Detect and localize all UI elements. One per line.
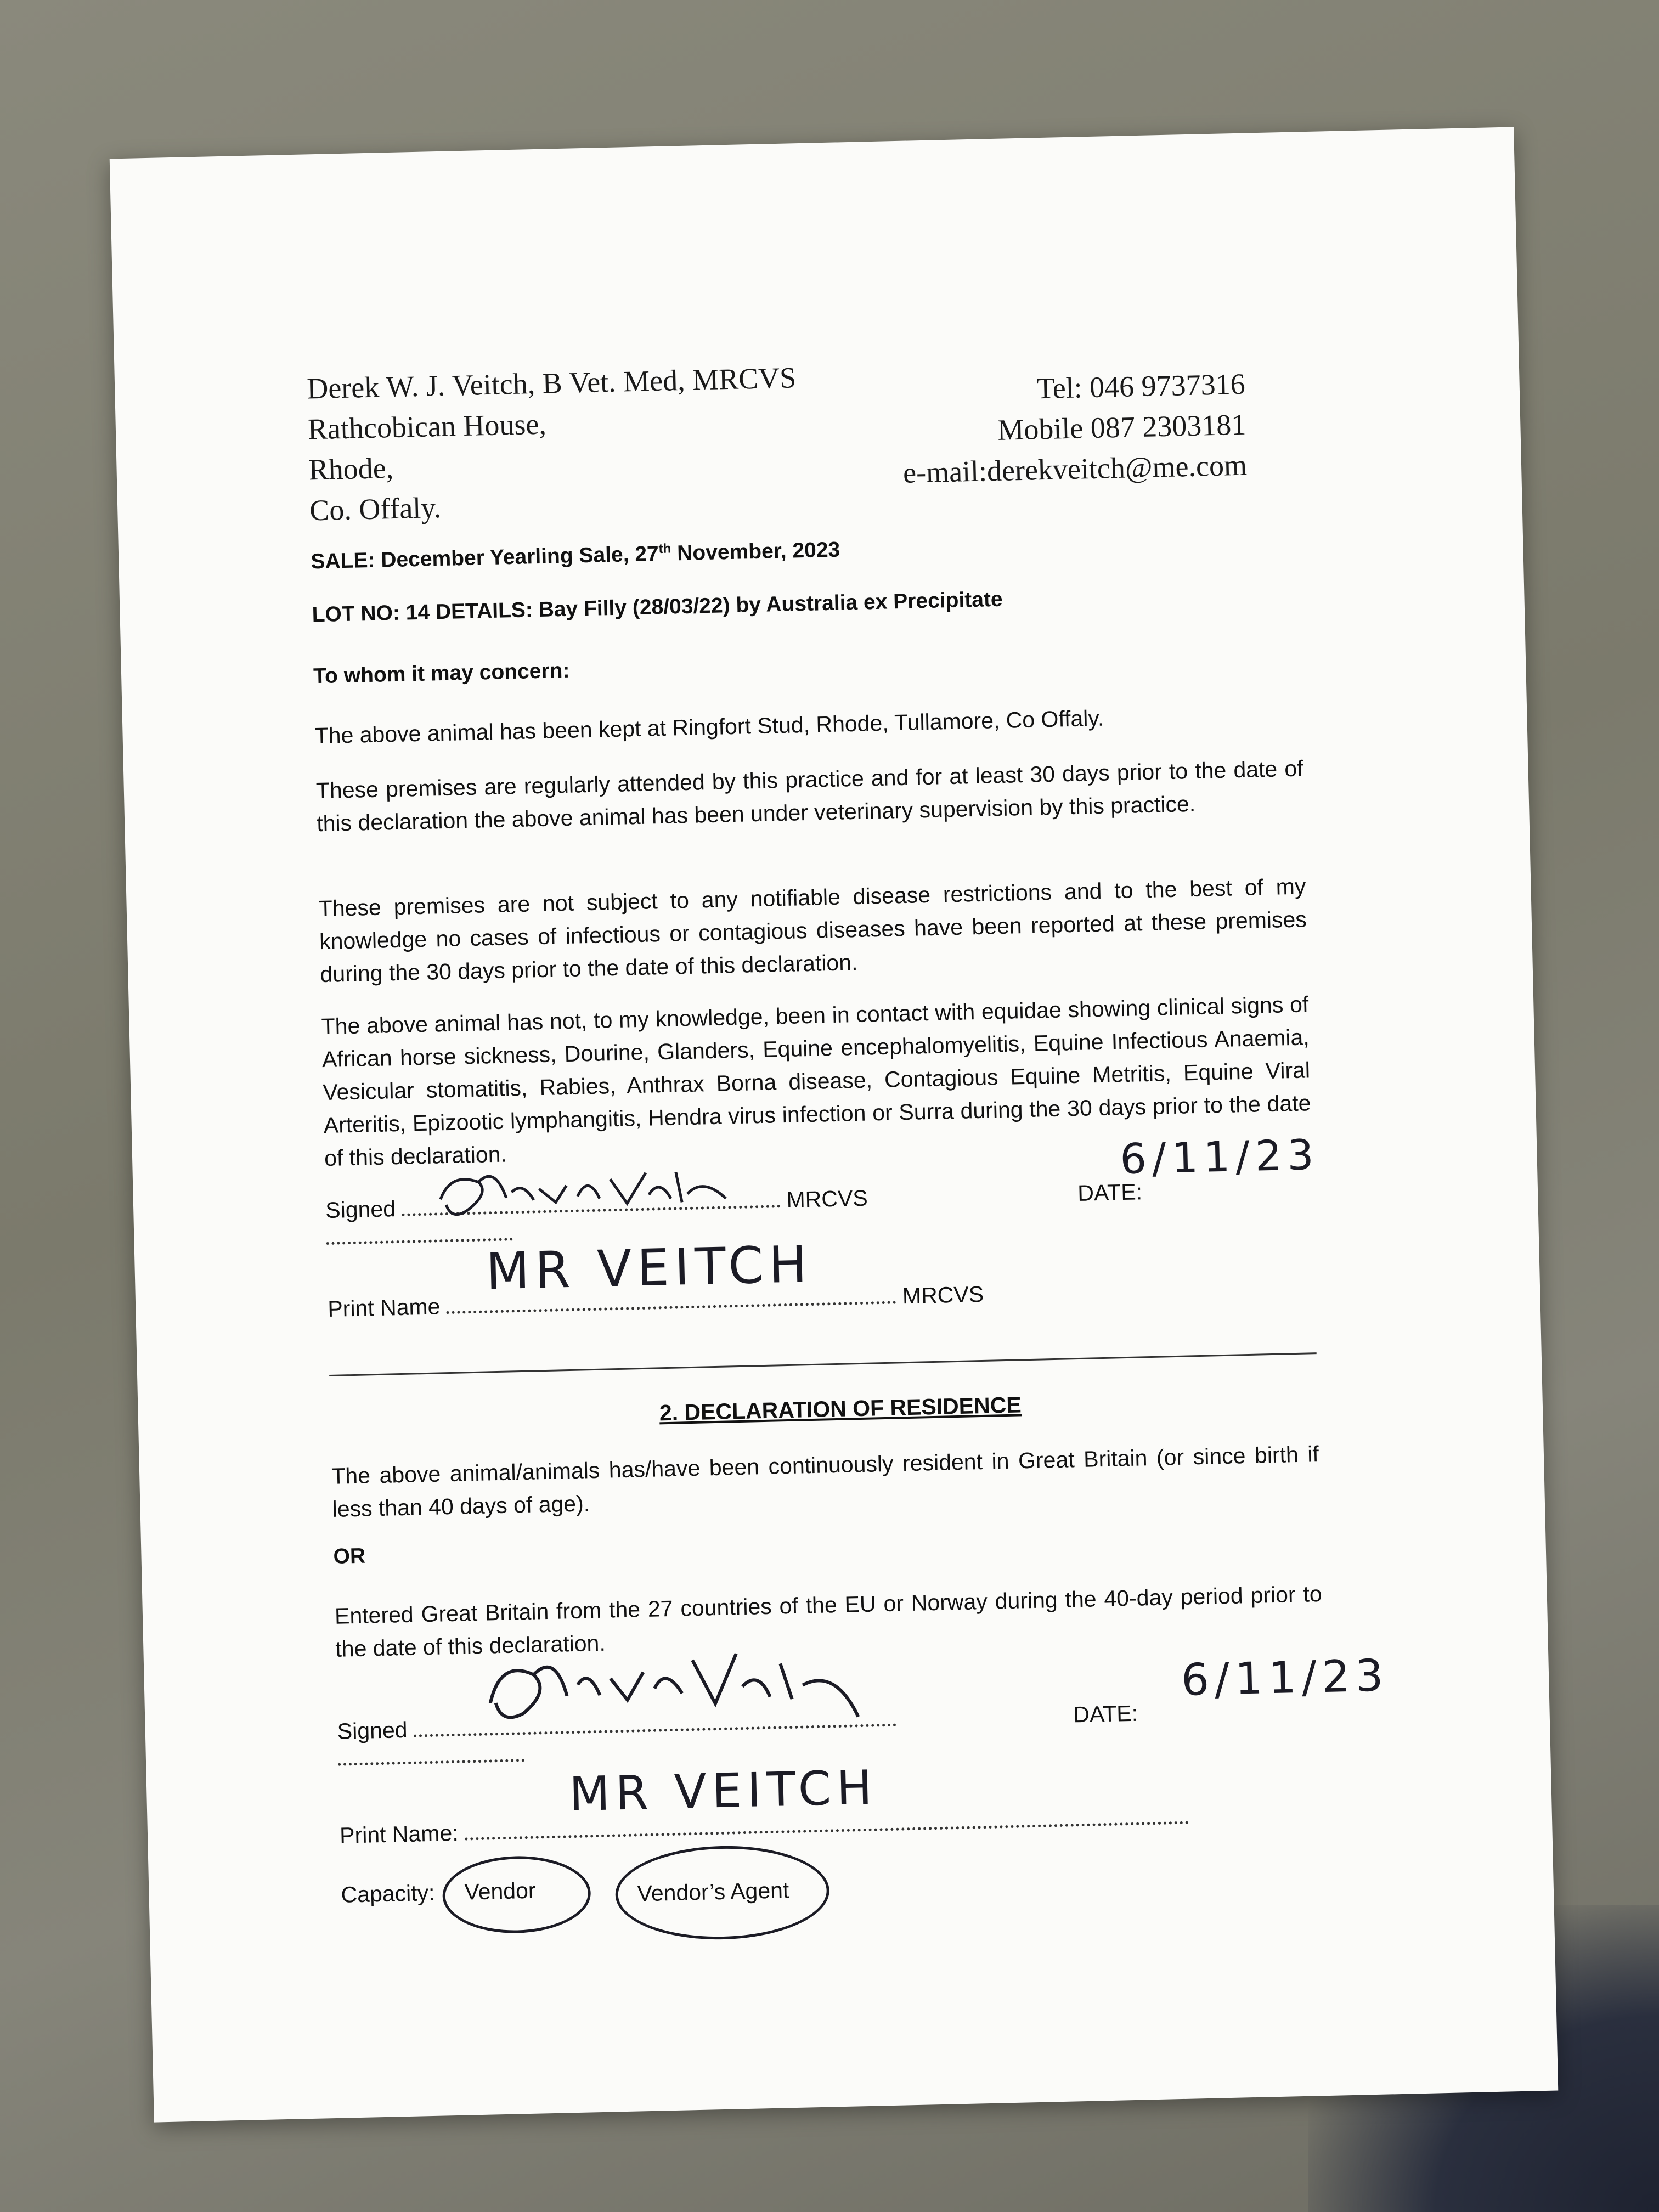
mobile: Mobile 087 2303181 — [997, 408, 1246, 447]
date-label: DATE: — [1077, 1179, 1143, 1206]
sale-sup: th — [658, 541, 672, 556]
telephone: Tel: 046 9737316 — [1036, 367, 1246, 405]
lot-line: LOT NO: 14 DETAILS: Bay Filly (28/03/22) by Australia ex Precipitate — [312, 587, 1003, 627]
paragraph-contact: The above animal has not, to my knowledge, been in contact with equidae showing clinical signs of African horse sickness, Dourine, Glanders, Equine encephalomyelitis, Equine Infectious Anaemia, Vesicular stomatitis, Rabies, Anthrax Borna disease, Contagious Equine Metritis, Equine Viral Arteritis, Epizootic lymphangitis, Hendra virus infection or Surra during the 30 days prior to the date of this declaration. — [321, 991, 1311, 1171]
print-name-label: Print Name — [327, 1294, 441, 1322]
capacity-option-vendor[interactable]: Vendor — [464, 1877, 536, 1905]
print-name-row-1 — [328, 1273, 1316, 1345]
address-line-3: Co. Offaly. — [309, 490, 442, 527]
signed-label: Signed — [325, 1196, 396, 1223]
section-divider — [329, 1352, 1317, 1376]
or-label: OR — [333, 1544, 366, 1568]
date-line-2[interactable] — [337, 1740, 524, 1766]
handwritten-signature-2 — [472, 1634, 870, 1742]
print-mrcvs-label: MRCVS — [902, 1281, 984, 1309]
capacity-label: Capacity: — [341, 1880, 436, 1908]
mrcvs-label: MRCVS — [786, 1185, 868, 1212]
sale-label: SALE: — [310, 548, 375, 574]
signed-label-2: Signed — [337, 1717, 408, 1744]
date-label-2: DATE: — [1073, 1700, 1138, 1728]
salutation: To whom it may concern: — [313, 658, 570, 689]
vet-name: Derek W. J. Veitch, B Vet. Med, MRCVS — [306, 361, 797, 405]
letterhead-address — [306, 357, 799, 531]
print-name-label-2: Print Name: — [339, 1820, 459, 1848]
handwritten-print-name-1: MR VEITCH — [485, 1234, 813, 1301]
handwritten-signature-1 — [428, 1154, 737, 1233]
address-line-2: Rhode, — [308, 451, 394, 487]
handwritten-date-1: 6/11/23 — [1119, 1130, 1320, 1184]
sale-line — [311, 537, 840, 574]
paragraph-kept: The above animal has been kept at Ringfort Stud, Rhode, Tullamore, Co Offaly. — [314, 705, 1104, 749]
handwritten-print-name-2: MR VEITCH — [568, 1760, 878, 1822]
residence-paragraph-1: The above animal/animals has/have been continuously resident in Great Britain (or since birth if less than 40 days of age). — [331, 1441, 1319, 1522]
letterhead-contact — [901, 364, 1248, 493]
handwritten-date-2: 6/11/23 — [1181, 1650, 1390, 1706]
sale-text: December Yearling Sale, 27 — [380, 541, 659, 572]
sale-text-2: November, 2023 — [670, 538, 840, 566]
email: e-mail:derekveitch@me.com — [902, 448, 1248, 489]
declaration-document — [110, 127, 1559, 2122]
address-line-1: Rathcobican House, — [307, 407, 547, 446]
paragraph-restrictions: These premises are not subject to any notifiable disease restrictions and to the best of my knowledge no cases of infectious or contagious diseases have been reported at these premises during the 30 days prior to the date of this declaration. — [318, 873, 1307, 988]
capacity-option-agent[interactable]: Vendor’s Agent — [637, 1877, 789, 1906]
section2-title: 2. DECLARATION OF RESIDENCE — [659, 1392, 1022, 1426]
residence-paragraph-2: Entered Great Britain from the 27 countries of the EU or Norway during the 40-day period prior to the date of this declaration. — [334, 1581, 1323, 1662]
paragraph-supervision: These premises are regularly attended by this practice and for at least 30 days prior to the date of this declaration the above animal has been under veterinary supervision by this practice. — [315, 755, 1304, 837]
